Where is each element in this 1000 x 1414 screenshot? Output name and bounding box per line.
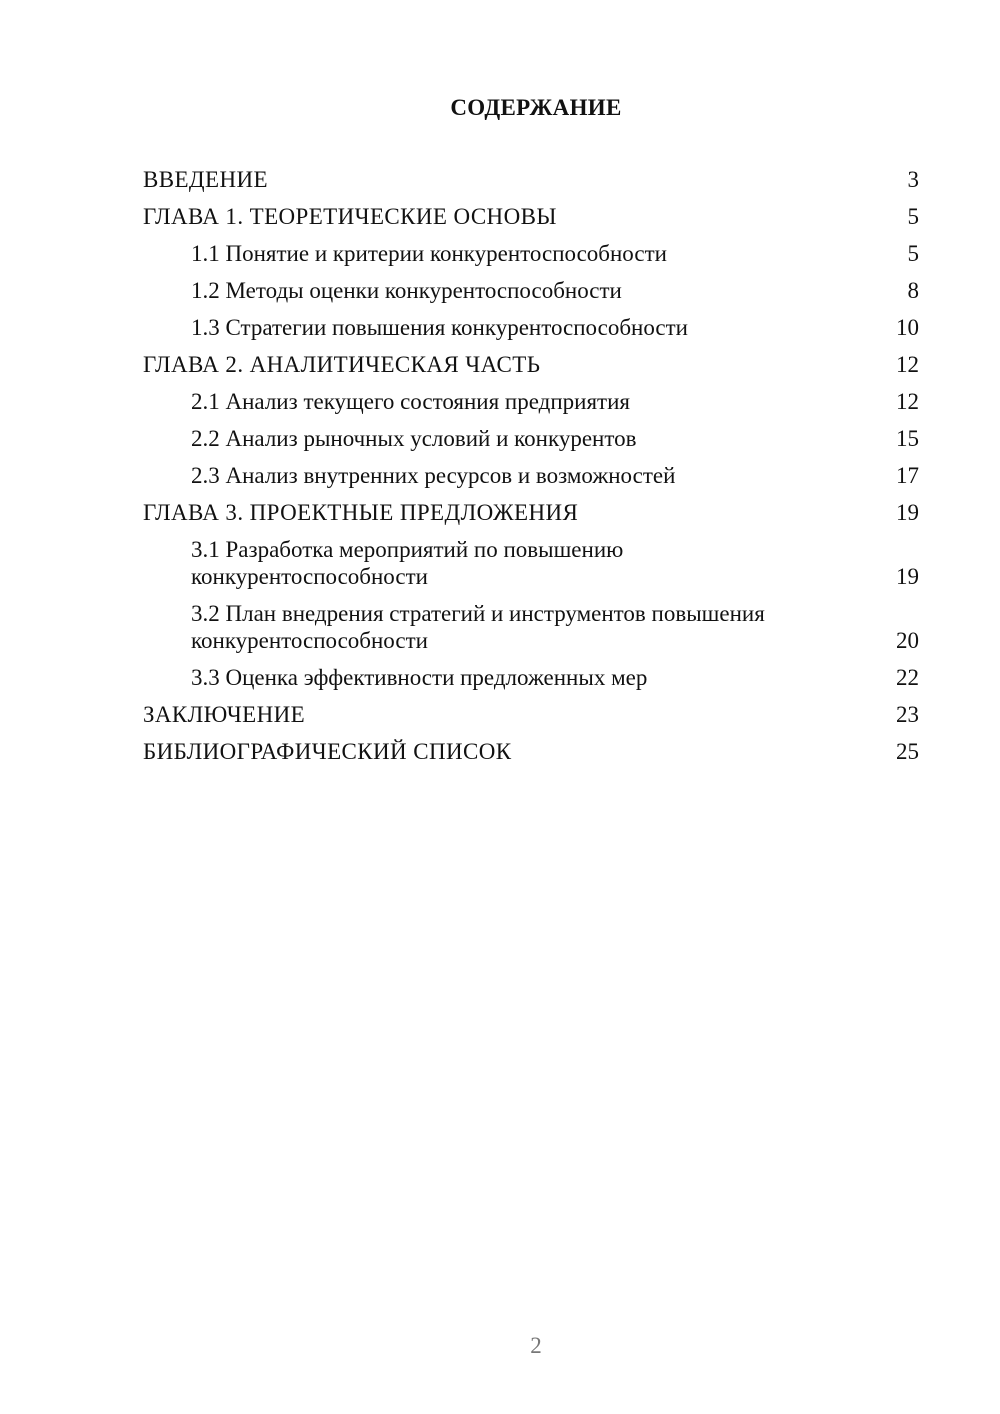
table-of-contents (143, 166, 919, 775)
toc-entry[interactable] (143, 425, 919, 452)
toc-entry-label: 1.1 Понятие и критерии конкурентоспособности (191, 241, 667, 266)
toc-entry[interactable] (143, 166, 919, 193)
toc-entry-page: 5 (907, 241, 919, 266)
toc-entry-page: 25 (896, 739, 919, 764)
page-number: 2 (530, 1333, 542, 1358)
toc-entry-page: 10 (896, 315, 919, 340)
toc-entry[interactable] (143, 240, 919, 267)
toc-entry[interactable] (143, 701, 919, 728)
toc-entry-page: 12 (896, 352, 919, 377)
toc-entry-label: ГЛАВА 2. АНАЛИТИЧЕСКАЯ ЧАСТЬ (143, 352, 541, 377)
toc-entry-label: ГЛАВА 1. ТЕОРЕТИЧЕСКИЕ ОСНОВЫ (143, 204, 557, 229)
toc-entry[interactable] (143, 277, 919, 304)
toc-entry[interactable] (143, 600, 919, 654)
toc-entry-page: 5 (907, 204, 919, 229)
toc-entry-label: 1.2 Методы оценки конкурентоспособности (191, 278, 622, 303)
toc-entry-page: 22 (896, 665, 919, 690)
toc-entry[interactable] (143, 499, 919, 526)
toc-entry[interactable] (143, 738, 919, 765)
toc-entry[interactable] (143, 462, 919, 489)
toc-entry-label: 2.2 Анализ рыночных условий и конкурентов (191, 426, 637, 451)
toc-entry-page: 20 (896, 628, 919, 653)
toc-entry-label: 2.3 Анализ внутренних ресурсов и возможностей (191, 463, 676, 488)
toc-entry-label: 3.2 План внедрения стратегий и инструментов повышения конкурентоспособности (191, 601, 765, 653)
toc-entry-page: 19 (896, 564, 919, 589)
toc-entry-label: 2.1 Анализ текущего состояния предприятия (191, 389, 630, 414)
toc-entry-label: ЗАКЛЮЧЕНИЕ (143, 702, 306, 727)
toc-entry-label: 3.1 Разработка мероприятий по повышению конкурентоспособности (191, 537, 624, 589)
toc-entry-page: 15 (896, 426, 919, 451)
toc-entry-page: 12 (896, 389, 919, 414)
toc-entry[interactable] (143, 314, 919, 341)
toc-entry-page: 23 (896, 702, 919, 727)
toc-entry[interactable] (143, 203, 919, 230)
toc-entry-label: 1.3 Стратегии повышения конкурентоспособности (191, 315, 688, 340)
toc-entry-label: ГЛАВА 3. ПРОЕКТНЫЕ ПРЕДЛОЖЕНИЯ (143, 500, 579, 525)
toc-entry[interactable] (143, 388, 919, 415)
toc-entry-label: ВВЕДЕНИЕ (143, 167, 268, 192)
toc-entry-page: 19 (896, 500, 919, 525)
toc-entry[interactable] (143, 351, 919, 378)
toc-entry-page: 17 (896, 463, 919, 488)
toc-entry[interactable] (143, 536, 919, 590)
toc-entry-page: 3 (907, 167, 919, 192)
toc-entry-page: 8 (907, 278, 919, 303)
toc-entry[interactable] (143, 664, 919, 691)
toc-entry-label: 3.3 Оценка эффективности предложенных мер (191, 665, 648, 690)
toc-entry-label: БИБЛИОГРАФИЧЕСКИЙ СПИСОК (143, 739, 512, 764)
toc-title: СОДЕРЖАНИЕ (450, 95, 622, 120)
